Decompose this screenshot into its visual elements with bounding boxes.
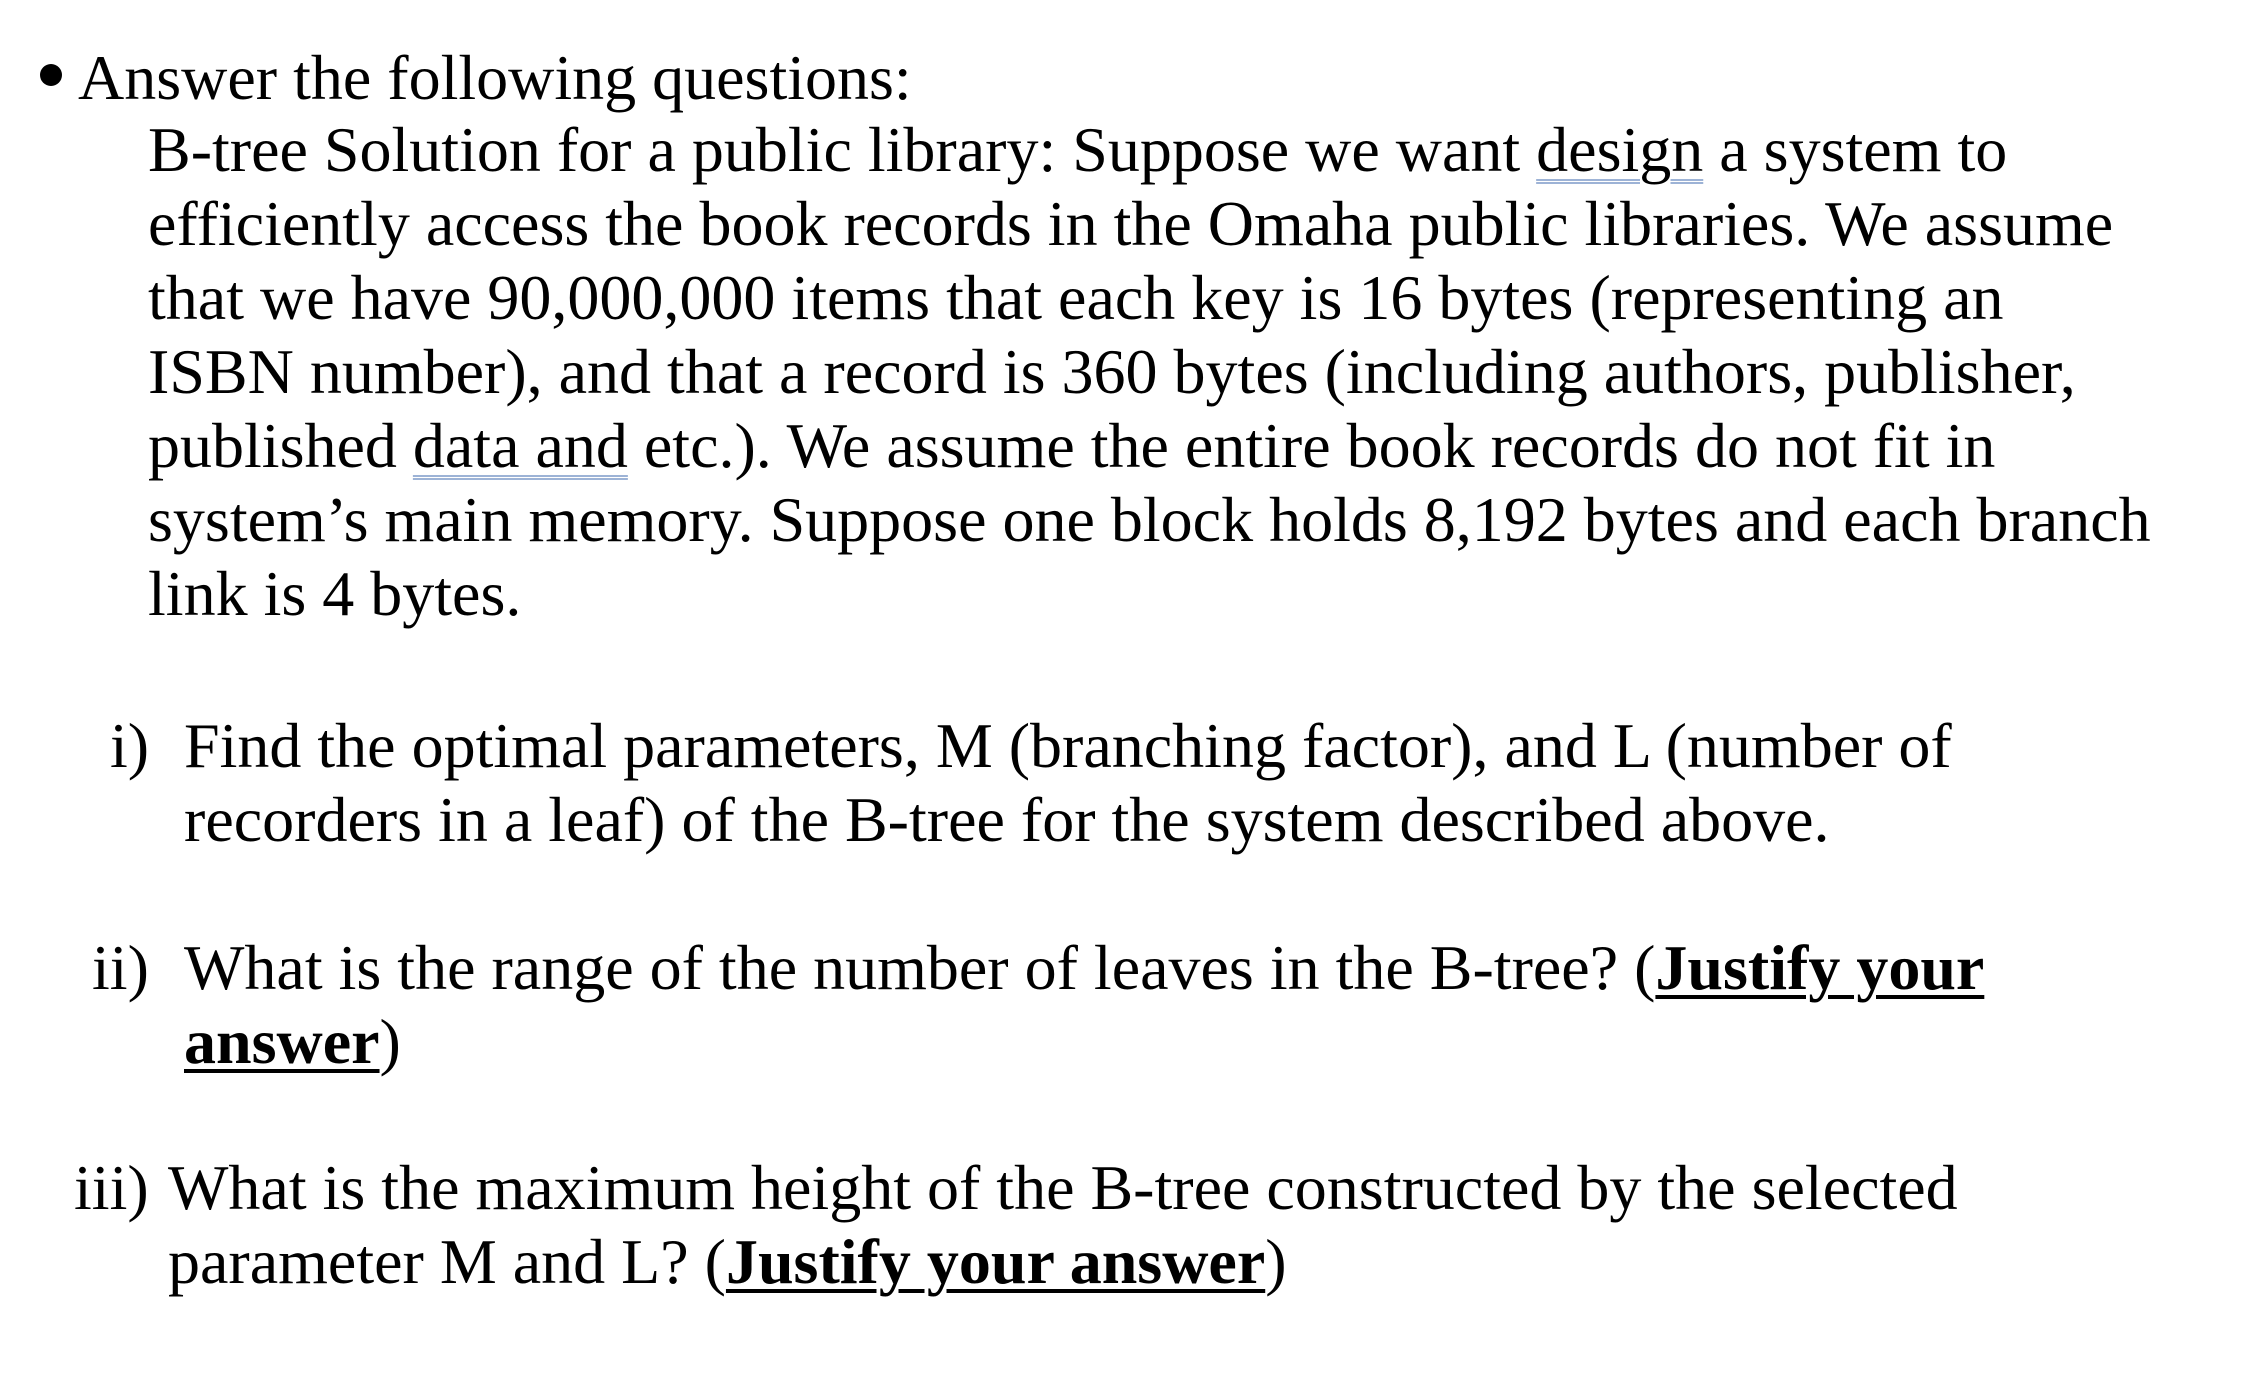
question-number: i) [110,710,150,781]
question-ii-text: What is the range of the number of leaves in the B-tree? ( [184,932,1656,1003]
justify-emphasis: Justify your [1655,932,1985,1003]
question-ii-line-2 [184,1006,401,1077]
intro-line-5-end: etc.). We assume the entire book records do not fit in [627,410,1996,481]
justify-emphasis: Justify your answer [725,1226,1266,1297]
closing-paren: ) [1265,1226,1287,1297]
question-iii-line-1: What is the maximum height of the B-tree constructed by the selected [168,1152,1958,1223]
question-number: ii) [92,932,149,1003]
intro-line-7: link is 4 bytes. [148,558,522,629]
justify-emphasis: answer [184,1006,380,1077]
intro-line-2: efficiently access the book records in the Omaha public libraries. We assume [148,188,2114,259]
intro-line-6: system’s main memory. Suppose one block holds 8,192 bytes and each branch [148,484,2151,555]
bullet-icon [40,64,62,86]
intro-line-3: that we have 90,000,000 items that each key is 16 bytes (representing an [148,262,2004,333]
question-i-line-1: Find the optimal parameters, M (branching factor), and L (number of [184,710,1952,781]
question-ii-line-1 [184,932,1985,1003]
question-number: iii) [74,1152,149,1223]
intro-line-5-text: published [148,410,413,481]
question-heading: Answer the following questions: [78,42,912,113]
question-iii-line-2 [168,1226,1287,1297]
closing-paren: ) [379,1006,401,1077]
intro-line-1 [148,114,2008,185]
question-iii-text: parameter M and L? ( [168,1226,726,1297]
intro-line-1-end: a system to [1703,114,2008,185]
intro-line-1-text: B-tree Solution for a public library: Suppose we want [148,114,1537,185]
intro-line-4: ISBN number), and that a record is 360 bytes (including authors, publisher, [148,336,2076,407]
intro-line-5 [148,410,1996,481]
spelling-mark: design [1536,114,1704,185]
question-i-line-2: recorders in a leaf) of the B-tree for the system described above. [184,784,1830,855]
grammar-mark: data and [412,410,628,481]
